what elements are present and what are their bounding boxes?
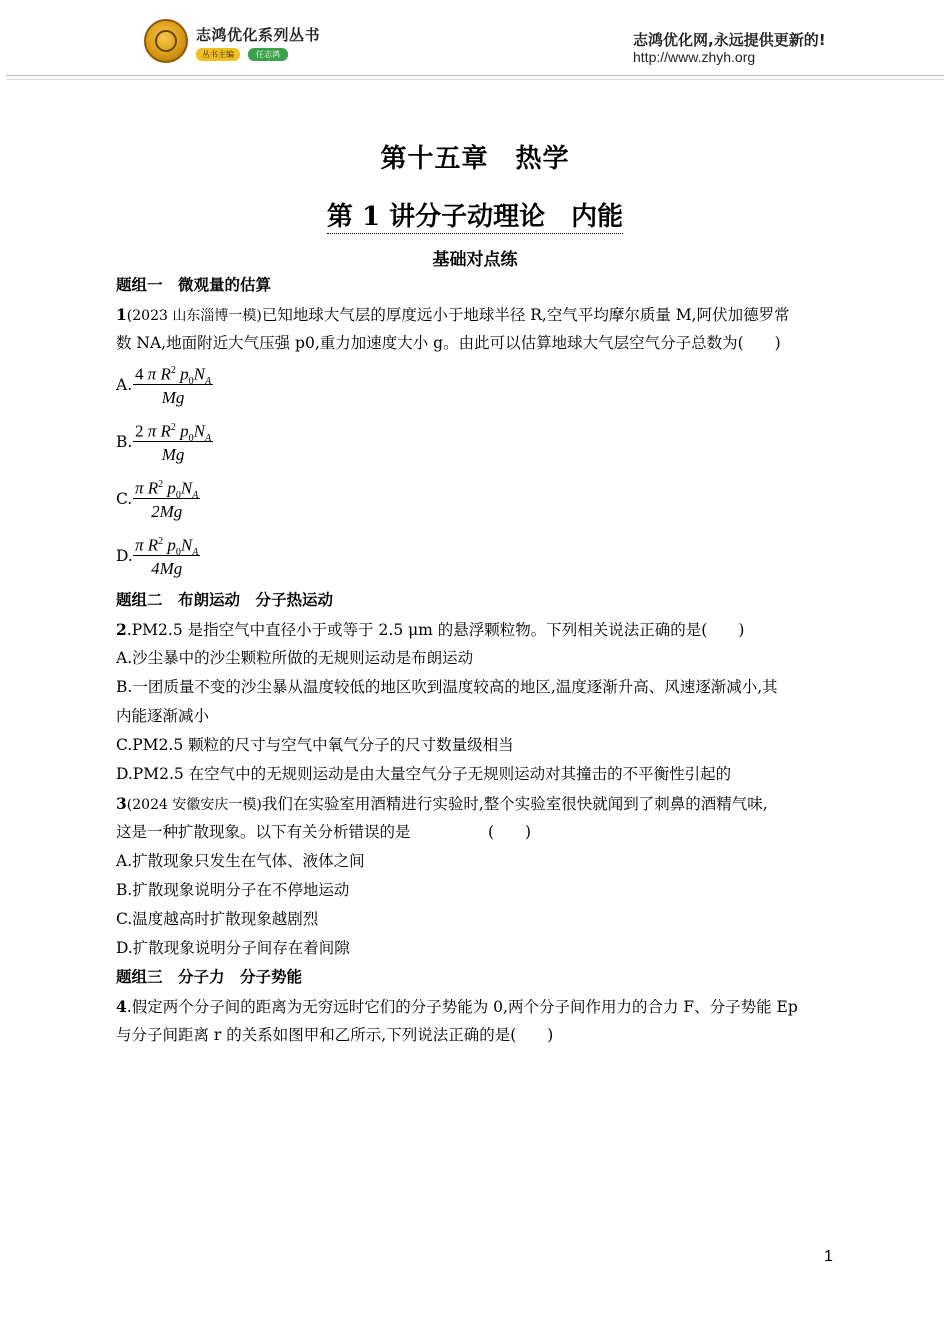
question-number: 4	[116, 997, 127, 1016]
editor-name-badge: 任志鸿	[248, 48, 288, 61]
q2-option-b-line-1[interactable]: B.一团质量不变的沙尘暴从温度较低的地区吹到温度较高的地区,温度逐渐升高、风速逐渐减小,其	[116, 678, 778, 696]
question-3-line-2: 这是一种扩散现象。以下有关分析错误的是 ( )	[116, 823, 532, 841]
option-label: B.	[116, 433, 133, 451]
brand-title: 志鸿优化系列丛书	[196, 26, 321, 44]
question-1-line-1	[116, 300, 840, 329]
fraction	[133, 358, 213, 411]
fraction	[133, 415, 213, 468]
q1-option-c[interactable]	[116, 472, 840, 529]
option-label: A.	[116, 376, 133, 394]
fraction-denominator: 2Mg	[151, 502, 183, 521]
q3-option-c[interactable]: C.温度越高时扩散现象越剧烈	[116, 910, 319, 928]
q1-option-a[interactable]	[116, 358, 840, 415]
fraction-numerator: 4 π $R^2$ $p_0N_A$	[133, 358, 213, 385]
lesson-title-text: 第 1 讲分子动理论 内能	[326, 202, 624, 232]
editor-badge: 丛书主编	[196, 48, 240, 61]
header-divider	[6, 75, 944, 76]
group-heading-2: 题组二 布朗运动 分子热运动	[116, 591, 334, 609]
option-label: D.	[116, 547, 133, 565]
question-2-stem	[116, 615, 840, 644]
question-3-line-1	[116, 789, 840, 818]
page-number: 1	[824, 1248, 833, 1265]
fraction-numerator: π $R^2$ $p_0N_A$	[133, 472, 200, 499]
fraction-denominator: Mg	[161, 445, 185, 464]
question-text: 我们在实验室用酒精进行实验时,整个实验室很快就闻到了刺鼻的酒精气味,	[261, 795, 768, 813]
question-1-line-2: 数 NA,地面附近大气压强 p0,重力加速度大小 g。由此可以估算地球大气层空气分子总数为( )	[116, 334, 781, 352]
question-4-line-1	[116, 992, 840, 1021]
question-text: .PM2.5 是指空气中直径小于或等于 2.5 μm 的悬浮颗粒物。下列相关说法正确的是( )	[126, 621, 745, 639]
fraction-numerator: 2 π $R^2$ $p_0N_A$	[133, 415, 213, 442]
q3-option-d[interactable]: D.扩散现象说明分子间存在着间隙	[116, 939, 350, 957]
q2-option-b-line-2[interactable]: 内能逐渐减小	[116, 707, 210, 725]
practice-section-title: 基础对点练	[432, 250, 518, 270]
option-label: C.	[116, 490, 133, 508]
fraction-denominator: 4Mg	[151, 559, 183, 578]
question-content	[116, 271, 840, 1050]
q2-option-c[interactable]: C.PM2.5 颗粒的尺寸与空气中氧气分子的尺寸数量级相当	[116, 736, 514, 754]
group-heading-1: 题组一 微观量的估算	[116, 276, 272, 294]
slogan: 志鸿优化网,永远提供更新的!	[633, 31, 826, 49]
header-divider-secondary	[6, 79, 944, 80]
question-source: (2024 安徽安庆一模)	[126, 797, 262, 813]
q2-option-d[interactable]: D.PM2.5 在空气中的无规则运动是由大量空气分子无规则运动对其撞击的不平衡性引起的	[116, 765, 732, 783]
fraction	[133, 472, 200, 525]
fraction-numerator: π $R^2$ $p_0N_A$	[133, 529, 200, 556]
fraction	[133, 529, 200, 582]
q1-option-b[interactable]	[116, 415, 840, 472]
question-number: 2	[116, 620, 127, 639]
question-number: 3	[116, 794, 127, 813]
group-heading-3: 题组三 分子力 分子势能	[116, 968, 303, 986]
q3-option-b[interactable]: B.扩散现象说明分子在不停地运动	[116, 881, 350, 899]
fraction-denominator: Mg	[161, 388, 185, 407]
q2-option-a[interactable]: A.沙尘暴中的沙尘颗粒所做的无规则运动是布朗运动	[116, 649, 474, 667]
page-header	[0, 0, 950, 90]
lesson-title	[0, 196, 950, 233]
question-text: 已知地球大气层的厚度远小于地球半径 R,空气平均摩尔质量 M,阿伏加德罗常	[261, 306, 790, 324]
question-source: (2023 山东淄博一模)	[126, 308, 262, 324]
publisher-logo-icon	[144, 19, 188, 63]
question-4-line-2: 与分子间距离 r 的关系如图甲和乙所示,下列说法正确的是( )	[116, 1026, 554, 1044]
question-text: .假定两个分子间的距离为无穷远时它们的分子势能为 0,两个分子间作用力的合力 F、分子势能 Ep	[126, 998, 798, 1016]
q1-option-d[interactable]	[116, 529, 840, 586]
chapter-title: 第十五章 热学	[380, 144, 570, 174]
q3-option-a[interactable]: A.扩散现象只发生在气体、液体之间	[116, 852, 365, 870]
question-number: 1	[116, 305, 127, 324]
site-url: http://www.zhyh.org	[633, 49, 756, 65]
